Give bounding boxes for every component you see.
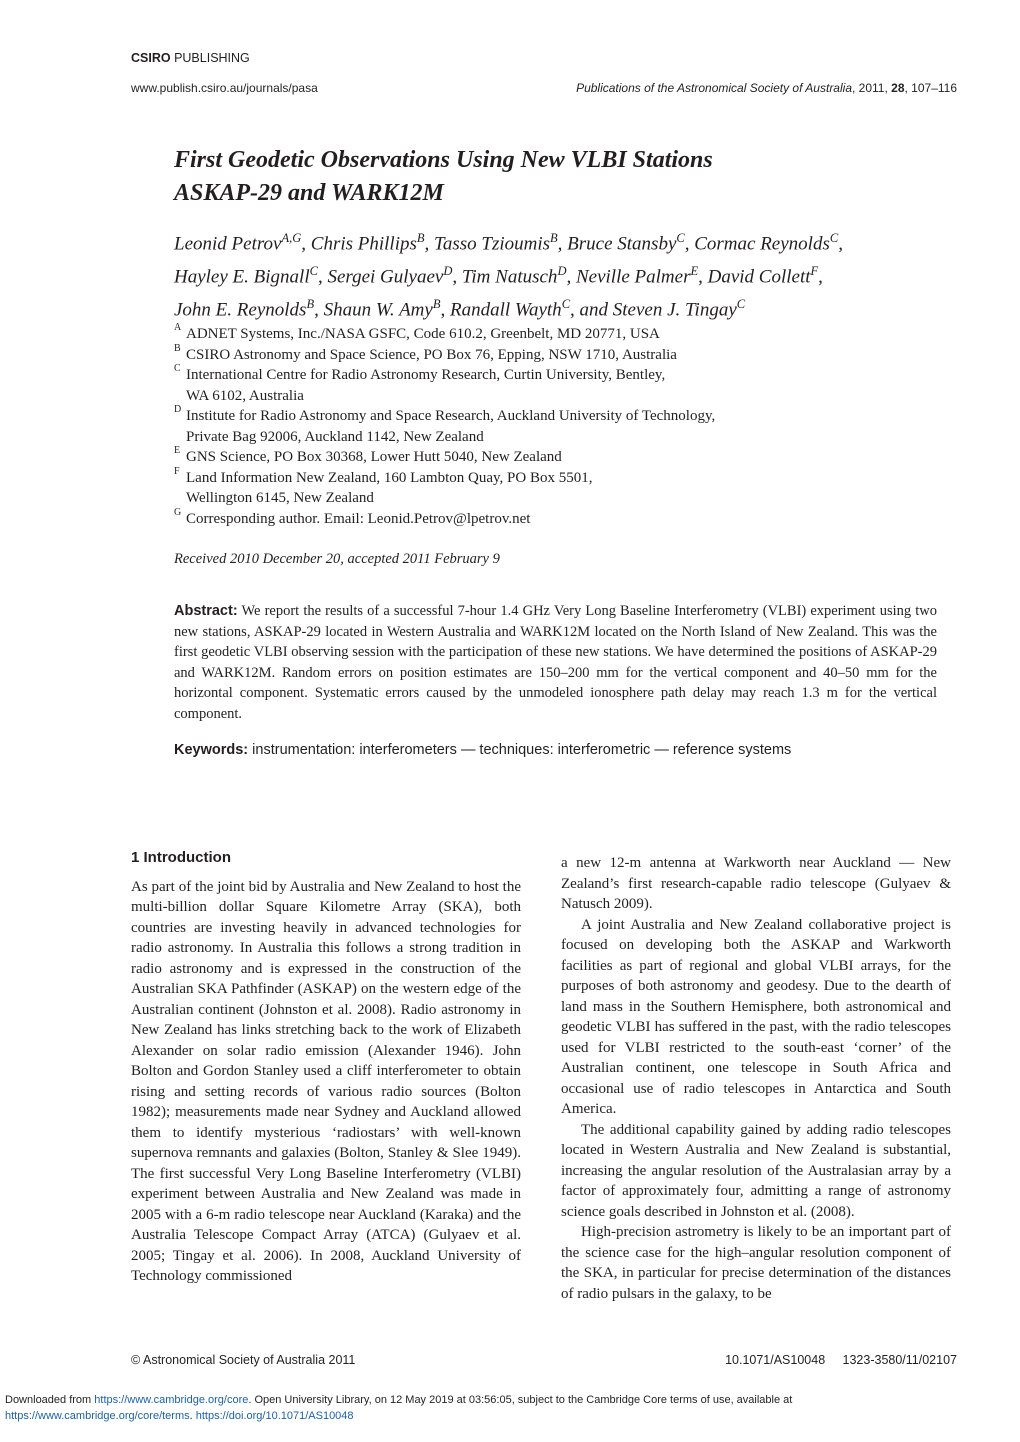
affiliation: B CSIRO Astronomy and Space Science, PO Box 76, Epping, NSW 1710, Australia: [174, 342, 677, 363]
column-left: [131, 848, 521, 1287]
title-line-2: ASKAP-29 and WARK12M: [174, 180, 444, 206]
author-name: Leonid Petrov: [174, 233, 282, 255]
author-line: Leonid Petrov$^{A,G}$, Chris Phillips$^B$, Tasso Tzioumis$^B$, Bruce Stansby$^C$, Cormac Reynolds$^C$,: [174, 231, 843, 255]
paragraph: High-precision astrometry is likely to be an important part of the science case for the high–angular resolution component of the SKA, in particular for precise determination of the distances of radio pulsars in the galaxy, to be: [561, 1224, 951, 1302]
author-name: David Collett: [707, 266, 811, 288]
paragraph: A joint Australia and New Zealand collaborative project is focused on developing both the ASKAP and Warkworth facilities as part of regional and global VLBI arrays, for the purposes of both astronomy and geodesy. Due to the dearth of land mass in the Southern Hemisphere, both astronomical and geodetic VLBI has suffered in the past, with the radio telescopes used for VLBI restricted to the south-east ‘corner’ of the Australian continent, one telescope in South Africa and occasional use of radio telescopes in Antarctica and South America.: [561, 916, 951, 1117]
doi-issn: 10.1071/AS10048 1323-3580/11/02107: [725, 1353, 957, 1367]
section-heading: 1 Introduction: [131, 849, 231, 866]
paragraph: The additional capability gained by adding radio telescopes located in Western Australia and New Zealand is substantial, increasing the angular resolution of the Australasian array by a factor of approximately four, admitting a range of astronomy science goals described in Johnston et al. (2008).: [561, 1121, 951, 1220]
keywords-label: Keywords:: [174, 742, 249, 758]
author-name: John E. Reynolds: [174, 298, 307, 320]
paragraph: a new 12-m antenna at Warkworth near Auckland — New Zealand’s first research-capable radio telescope (Gulyaev & Natusch 2009).: [561, 855, 951, 912]
affiliation-list: [174, 324, 934, 529]
author-name: Tim Natusch: [461, 266, 558, 288]
abstract-text: We report the results of a successful 7-hour 1.4 GHz Very Long Baseline Interferometry (VLBI) experiment using two new stations, ASKAP-29 located in Western Australia and WARK12M located on the North Island of New Zealand. This was the first geodetic VLBI observing session with the participation of these new stations. We have determined the positions of ASKAP-29 and WARK12M. Random errors on position estimates are 150–200 mm for the vertical component and 40–50 mm for the horizontal component. Systematic errors caused by the unmodeled ionosphere path delay may reach 1.3 m for the vertical component.: [174, 603, 937, 722]
keywords-text: instrumentation: interferometers — techniques: interferometric — reference systems: [252, 742, 792, 758]
author-name: Hayley E. Bignall: [174, 266, 310, 288]
column-right: [561, 853, 951, 1304]
affiliation: F Land Information New Zealand, 160 Lambton Quay, PO Box 5501, Wellington 6145, New Zealand: [174, 465, 593, 506]
paragraph: As part of the joint bid by Australia and New Zealand to host the multi-billion dollar Square Kilometre Array (SKA), both countries are investing heavily in advanced technologies for radio astronomy. In Australia this follows a strong tradition in radio astronomy and is expressed in the construction of the Australian SKA Pathfinder (ASKAP) on the western edge of the Australian continent (Johnston et al. 2008). Radio astronomy in New Zealand has links stretching back to the work of Elizabeth Alexander on solar radio emission (Alexander 1946). John Bolton and Gordon Stanley used a cliff interferometer to obtain rising and setting records of various radio sources (Bolton 1982); measurements made near Sydney and Auckland allowed them to identify mysterious ‘radiostars’ with well-known supernova remnants and galaxies (Bolton, Stanley & Slee 1949). The first successful Very Long Baseline Interferometry (VLBI) experiment between Australia and New Zealand was made in 2005 with a 6-m radio telescope near Auckland (Karaka) and the Australia Telescope Compact Array (ATCA) (Gulyaev et al. 2005; Tingay et al. 2006). In 2008, Auckland University of Technology commissioned: [131, 878, 521, 1284]
core-link[interactable]: https://www.cambridge.org/core: [94, 1394, 249, 1406]
affiliation: C International Centre for Radio Astronomy Research, Curtin University, Bentley, WA 6102, Australia: [174, 363, 666, 404]
author-name: Bruce Stansby: [567, 233, 677, 255]
doi-link[interactable]: https://doi.org/10.1071/AS10048: [195, 1410, 354, 1422]
terms-link[interactable]: https://www.cambridge.org/core/terms: [5, 1410, 190, 1422]
author-name: Chris Phillips: [310, 233, 417, 255]
affiliation: D Institute for Radio Astronomy and Space Research, Auckland University of Technology, Private Bag 92006, Auckland 1142, New Zealand: [174, 404, 716, 445]
copyright: © Astronomical Society of Australia 2011: [131, 1353, 356, 1367]
author-name: and Steven J. Tingay: [579, 298, 737, 320]
author-name: Sergei Gulyaev: [327, 266, 444, 288]
author-name: Shaun W. Amy: [323, 298, 433, 320]
journal-url[interactable]: www.publish.csiro.au/journals/pasa: [131, 81, 318, 95]
paper-title: [174, 144, 934, 210]
affiliation: A ADNET Systems, Inc./NASA GSFC, Code 610.2, Greenbelt, MD 20771, USA: [174, 322, 660, 342]
received-date: Received 2010 December 20, accepted 2011 February 9: [174, 551, 500, 567]
author-line: Hayley E. Bignall$^C$, Sergei Gulyaev$^D$, Tim Natusch$^D$, Neville Palmer$^E$, David Collett$^F$,: [174, 263, 823, 288]
author-name: Cormac Reynolds: [694, 233, 830, 255]
author-line: John E. Reynolds$^B$, Shaun W. Amy$^B$, Randall Wayth$^C$, and Steven J. Tingay$^C$: [174, 296, 746, 320]
title-line-1: First Geodetic Observations Using New VLBI Stations: [174, 147, 713, 173]
abstract-label: Abstract:: [174, 603, 238, 619]
author-name: Tasso Tzioumis: [434, 233, 551, 255]
author-list: [174, 225, 954, 323]
author-name: Neville Palmer: [575, 266, 691, 288]
affiliation: E GNS Science, PO Box 30368, Lower Hutt 5040, New Zealand: [174, 445, 562, 465]
journal-citation: Publications of the Astronomical Society of Australia, 2011, 28, 107–116: [576, 81, 957, 95]
abstract: [174, 601, 937, 724]
author-name: Randall Wayth: [449, 298, 562, 320]
publisher-name: CSIRO PUBLISHING: [131, 51, 250, 65]
keywords: [174, 742, 937, 758]
affiliation: G Corresponding author. Email: Leonid.Petrov@lpetrov.net: [174, 506, 531, 527]
download-notice: Downloaded from https://www.cambridge.org/core. Open University Library, on 12 May 2019 at 03:56:05, subject to the Cambridge Core terms of use, available at https://www.cambridge.org/core/terms. https://doi.org/10.1071/AS10048: [5, 1394, 793, 1422]
